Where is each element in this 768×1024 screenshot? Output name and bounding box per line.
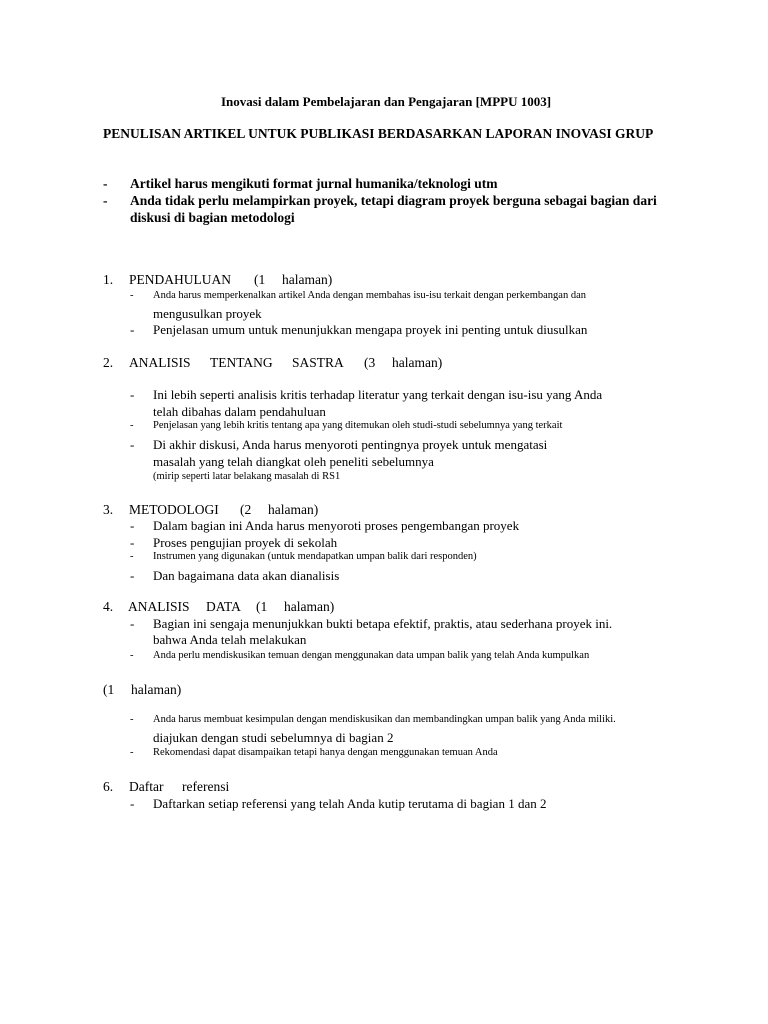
section-1-title: PENDAHULUAN [129,272,231,287]
intro-item-1: Artikel harus mengikuti format jurnal humanika/teknologi utm [130,176,498,191]
section-2-title-word-1: ANALISIS [129,355,191,370]
section-4-title-word-2: DATA [206,599,241,614]
document-title: PENULISAN ARTIKEL UNTUK PUBLIKASI BERDASARKAN LAPORAN INOVASI GRUP [103,126,654,141]
section-2-bullet-1-line-1: Ini lebih seperti analisis kritis terhadap literatur yang terkait dengan isu-isu yang Anda [153,387,603,402]
section-2-dash-1: - [130,387,135,402]
section-5-bullet-1-line-2: diajukan dengan studi sebelumnya di bagian 2 [153,730,394,745]
section-2-bullet-1-line-2: telah dibahas dalam pendahuluan [153,404,326,419]
section-2-bullet-2: Penjelasan yang lebih kritis tentang apa yang ditemukan oleh studi-studi sebelumnya yang terkait [153,420,563,431]
section-4-bullet-1-line-2: bahwa Anda telah melakukan [153,632,307,647]
section-1-number: 1. [103,272,114,287]
course-title: Inovasi dalam Pembelajaran dan Pengajaran [MPPU 1003] [221,94,552,109]
section-4-title-word-1: ANALISIS [128,599,190,614]
section-2-title-word-2: TENTANG [210,355,273,370]
section-3-dash-2: - [130,535,135,550]
section-5-dash-2: - [130,747,134,758]
section-4-dash-1: - [130,616,135,631]
section-1-bullet-2: Penjelasan umum untuk menunjukkan mengapa proyek ini penting untuk diusulkan [153,322,588,337]
section-3-unit: halaman) [268,502,319,517]
section-1-bullet-1-line-1: Anda harus memperkenalkan artikel Anda dengan membahas isu-isu terkait dengan perkembangan dan [153,290,586,301]
intro-dash-2: - [103,193,108,208]
section-3-bullet-3: Instrumen yang digunakan (untuk mendapatkan umpan balik dari responden) [153,551,477,562]
section-3-pages: (2 [240,502,252,517]
section-2-pages: (3 [364,355,376,370]
section-2-unit: halaman) [392,355,443,370]
section-4-unit: halaman) [284,599,335,614]
section-1-dash-1: - [130,290,134,301]
section-3-dash-1: - [130,518,135,533]
section-2-dash-3: - [130,437,135,452]
section-2-bullet-3-line-1: Di akhir diskusi, Anda harus menyoroti pentingnya proyek untuk mengatasi [153,437,548,452]
section-3-bullet-2: Proses pengujian proyek di sekolah [153,535,338,550]
section-4-number: 4. [103,599,114,614]
section-2-title-word-3: SASTRA [292,355,344,370]
section-3-bullet-1: Dalam bagian ini Anda harus menyoroti proses pengembangan proyek [153,518,520,533]
section-5-unit: halaman) [131,682,182,697]
section-6-title-word-1: Daftar [129,779,164,794]
section-6-title-word-2: referensi [182,779,230,794]
section-4-bullet-1-line-1: Bagian ini sengaja menunjukkan bukti betapa efektif, praktis, atau sederhana proyek ini. [153,616,613,631]
section-2-number: 2. [103,355,114,370]
section-5-pages: (1 [103,682,115,697]
section-3-title: METODOLOGI [129,502,219,517]
section-5-bullet-1-line-1: Anda harus membuat kesimpulan dengan mendiskusikan dan membandingkan umpan balik yang Anda miliki. [153,714,616,725]
section-2-bullet-3-line-2: masalah yang telah diangkat oleh peneliti sebelumnya [153,454,434,469]
section-6-bullet-1: Daftarkan setiap referensi yang telah Anda kutip terutama di bagian 1 dan 2 [153,796,547,811]
section-5-bullet-2: Rekomendasi dapat disampaikan tetapi hanya dengan menggunakan temuan Anda [153,747,498,758]
section-6-number: 6. [103,779,114,794]
section-5-dash-1: - [130,714,134,725]
section-1-dash-2: - [130,322,135,337]
section-3-bullet-4: Dan bagaimana data akan dianalisis [153,568,340,583]
section-2-bullet-3-line-3: (mirip seperti latar belakang masalah di RS1 [153,471,341,482]
intro-item-2-line-1: Anda tidak perlu melampirkan proyek, tetapi diagram proyek berguna sebagai bagian dari [130,193,657,208]
section-3-number: 3. [103,502,114,517]
section-2-dash-2: - [130,420,134,431]
section-4-pages: (1 [256,599,268,614]
section-4-dash-2: - [130,650,134,661]
section-4-bullet-2: Anda perlu mendiskusikan temuan dengan menggunakan data umpan balik yang telah Anda kumpulkan [153,650,590,661]
section-3-dash-4: - [130,568,135,583]
section-3-dash-3: - [130,551,134,562]
section-1-bullet-1-line-2: mengusulkan proyek [153,306,262,321]
intro-dash-1: - [103,176,108,191]
section-1-pages: (1 [254,272,266,287]
section-1-unit: halaman) [282,272,333,287]
section-6-dash-1: - [130,796,135,811]
intro-item-2-line-2: diskusi di bagian metodologi [130,210,295,225]
